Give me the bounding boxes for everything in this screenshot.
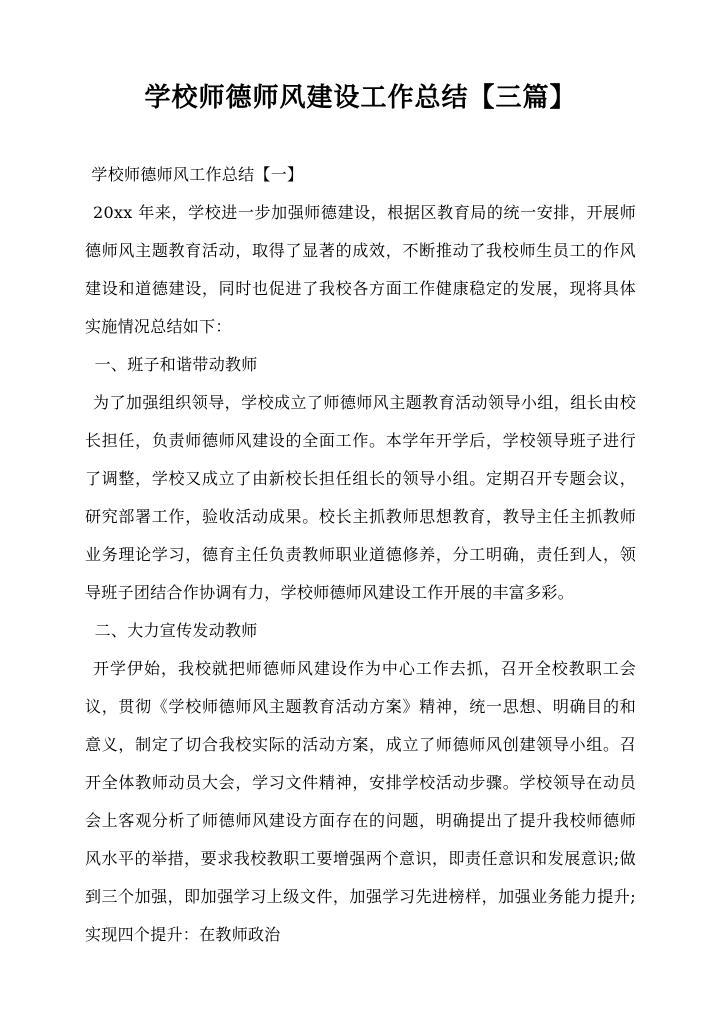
- paragraph: 开学伊始，我校就把师德师风建设作为中心工作去抓，召开全校教职工会议，贯彻《学校师德师风主题教育活动方案》精神，统一思想、明确目的和意义，制定了切合我校实际的活动方案，成立了师德师风创建领导小组。召开全体教师动员大会，学习文件精神，安排学校活动步骤。学校领导在动员会上客观分析了师德师风建设方面存在的问题，明确提出了提升我校师德师风水平的举措，要求我校教职工要增强两个意识，即责任意识和发展意识;做到三个加强，即加强学习上级文件，加强学习先进榜样，加强业务能力提升;实现四个提升：在教师政治: [85, 659, 636, 944]
- section-heading: 一、班子和谐带动教师: [94, 355, 258, 374]
- paragraph: 为了加强组织领导，学校成立了师德师风主题教育活动领导小组，组长由校长担任，负责师德师风建设的全面工作。本学年开学后，学校领导班子进行了调整，学校又成立了由新校长担任组长的领导小组。定期召开专题会议，研究部署工作，验收活动成果。校长主抓教师思想教育，教导主任主抓教师业务理论学习，德育主任负责教师职业道德修养，分工明确，责任到人，领导班子团结合作协调有力，学校师德师风建设工作开展的丰富多彩。: [85, 393, 636, 602]
- document-body: [85, 156, 636, 954]
- document-subtitle: 学校师德师风工作总结【一】: [91, 165, 304, 184]
- paragraph: 20xx 年来，学校进一步加强师德建设，根据区教育局的统一安排，开展师德师风主题教育活动，取得了显著的成效，不断推动了我校师生员工的作风建设和道德建设，同时也促进了我校各方面工作健康稳定的发展，现将具体实施情况总结如下：: [85, 203, 636, 336]
- document-title: 学校师德师风建设工作总结【三篇】: [144, 83, 577, 113]
- section-heading: 二、大力宣传发动教师: [94, 621, 258, 640]
